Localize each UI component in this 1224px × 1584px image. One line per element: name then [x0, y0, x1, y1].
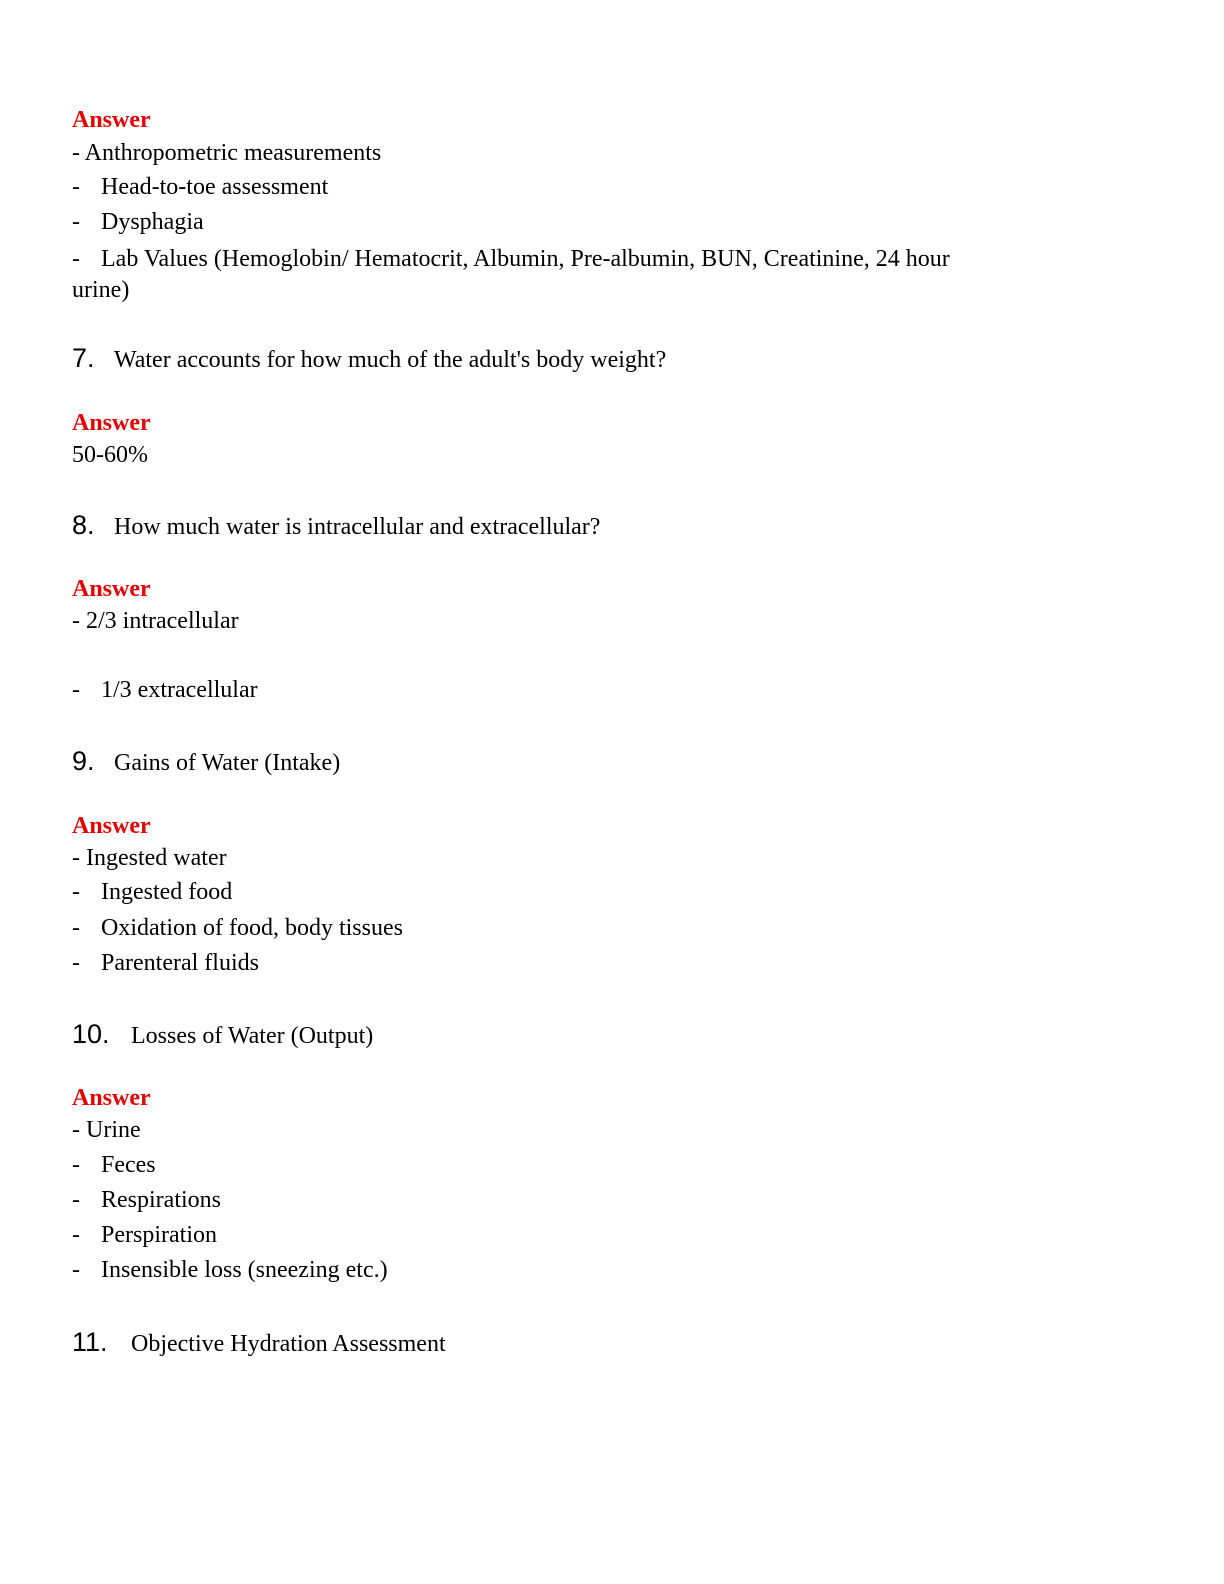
- answer-item: [72, 1150, 156, 1180]
- answer-label: Answer: [72, 1085, 151, 1111]
- question-number: 9.: [72, 746, 95, 776]
- question-text: Water accounts for how much of the adult's body weight?: [114, 347, 667, 373]
- answer-item: [72, 207, 204, 237]
- bullet-dash: -: [72, 1222, 80, 1248]
- answer-item: [72, 913, 403, 943]
- answer-item: - 2/3 intracellular: [72, 608, 239, 634]
- answer-item: - Urine: [72, 1117, 141, 1143]
- answer-item: [72, 877, 232, 907]
- answer-label: Answer: [72, 107, 151, 133]
- answer-item-text: Ingested food: [101, 879, 233, 905]
- answer-label: Answer: [72, 576, 151, 602]
- bullet-dash: -: [72, 677, 80, 703]
- question-8: [72, 510, 600, 542]
- question-9: [72, 746, 340, 778]
- question-number: 10.: [72, 1019, 110, 1049]
- question-text: How much water is intracellular and extracellular?: [114, 514, 601, 540]
- answer-item: 50-60%: [72, 442, 148, 468]
- question-number: 8.: [72, 510, 95, 540]
- question-text: Objective Hydration Assessment: [131, 1331, 446, 1357]
- answer-item: - Anthropometric measurements: [72, 140, 382, 166]
- bullet-dash: -: [72, 879, 80, 905]
- answer-item: [72, 244, 950, 274]
- bullet-dash: -: [72, 1152, 80, 1178]
- question-10: [72, 1019, 373, 1051]
- bullet-dash: -: [72, 246, 80, 272]
- answer-item-text: Dysphagia: [101, 209, 204, 235]
- bullet-dash: -: [72, 915, 80, 941]
- answer-label: Answer: [72, 410, 151, 436]
- answer-item-text: Perspiration: [101, 1222, 217, 1248]
- answer-item: [72, 1220, 217, 1250]
- question-number: 11.: [72, 1327, 108, 1357]
- bullet-dash: -: [72, 950, 80, 976]
- question-text: Losses of Water (Output): [131, 1023, 374, 1049]
- answer-item: [72, 1185, 221, 1215]
- answer-item: - Ingested water: [72, 845, 227, 871]
- bullet-dash: -: [72, 1257, 80, 1283]
- answer-item: [72, 172, 328, 202]
- bullet-dash: -: [72, 174, 80, 200]
- answer-item-text: Feces: [101, 1152, 156, 1178]
- answer-item-text: Lab Values (Hemoglobin/ Hematocrit, Albumin, Pre-albumin, BUN, Creatinine, 24 hour: [101, 246, 950, 272]
- answer-item-text: Insensible loss (sneezing etc.): [101, 1257, 388, 1283]
- answer-label: Answer: [72, 813, 151, 839]
- answer-item-text: Respirations: [101, 1187, 221, 1213]
- bullet-dash: -: [72, 209, 80, 235]
- answer-item-text: 1/3 extracellular: [101, 677, 258, 703]
- question-number: 7.: [72, 343, 95, 373]
- bullet-dash: -: [72, 1187, 80, 1213]
- answer-item: [72, 948, 259, 978]
- question-11: [72, 1327, 446, 1359]
- answer-item-text: Oxidation of food, body tissues: [101, 915, 403, 941]
- answer-item-text: Head-to-toe assessment: [101, 174, 329, 200]
- question-text: Gains of Water (Intake): [114, 750, 341, 776]
- answer-item: [72, 675, 258, 705]
- answer-item-continuation: urine): [72, 277, 130, 303]
- question-7: [72, 343, 666, 375]
- answer-item-text: Parenteral fluids: [101, 950, 259, 976]
- answer-item: [72, 1255, 388, 1285]
